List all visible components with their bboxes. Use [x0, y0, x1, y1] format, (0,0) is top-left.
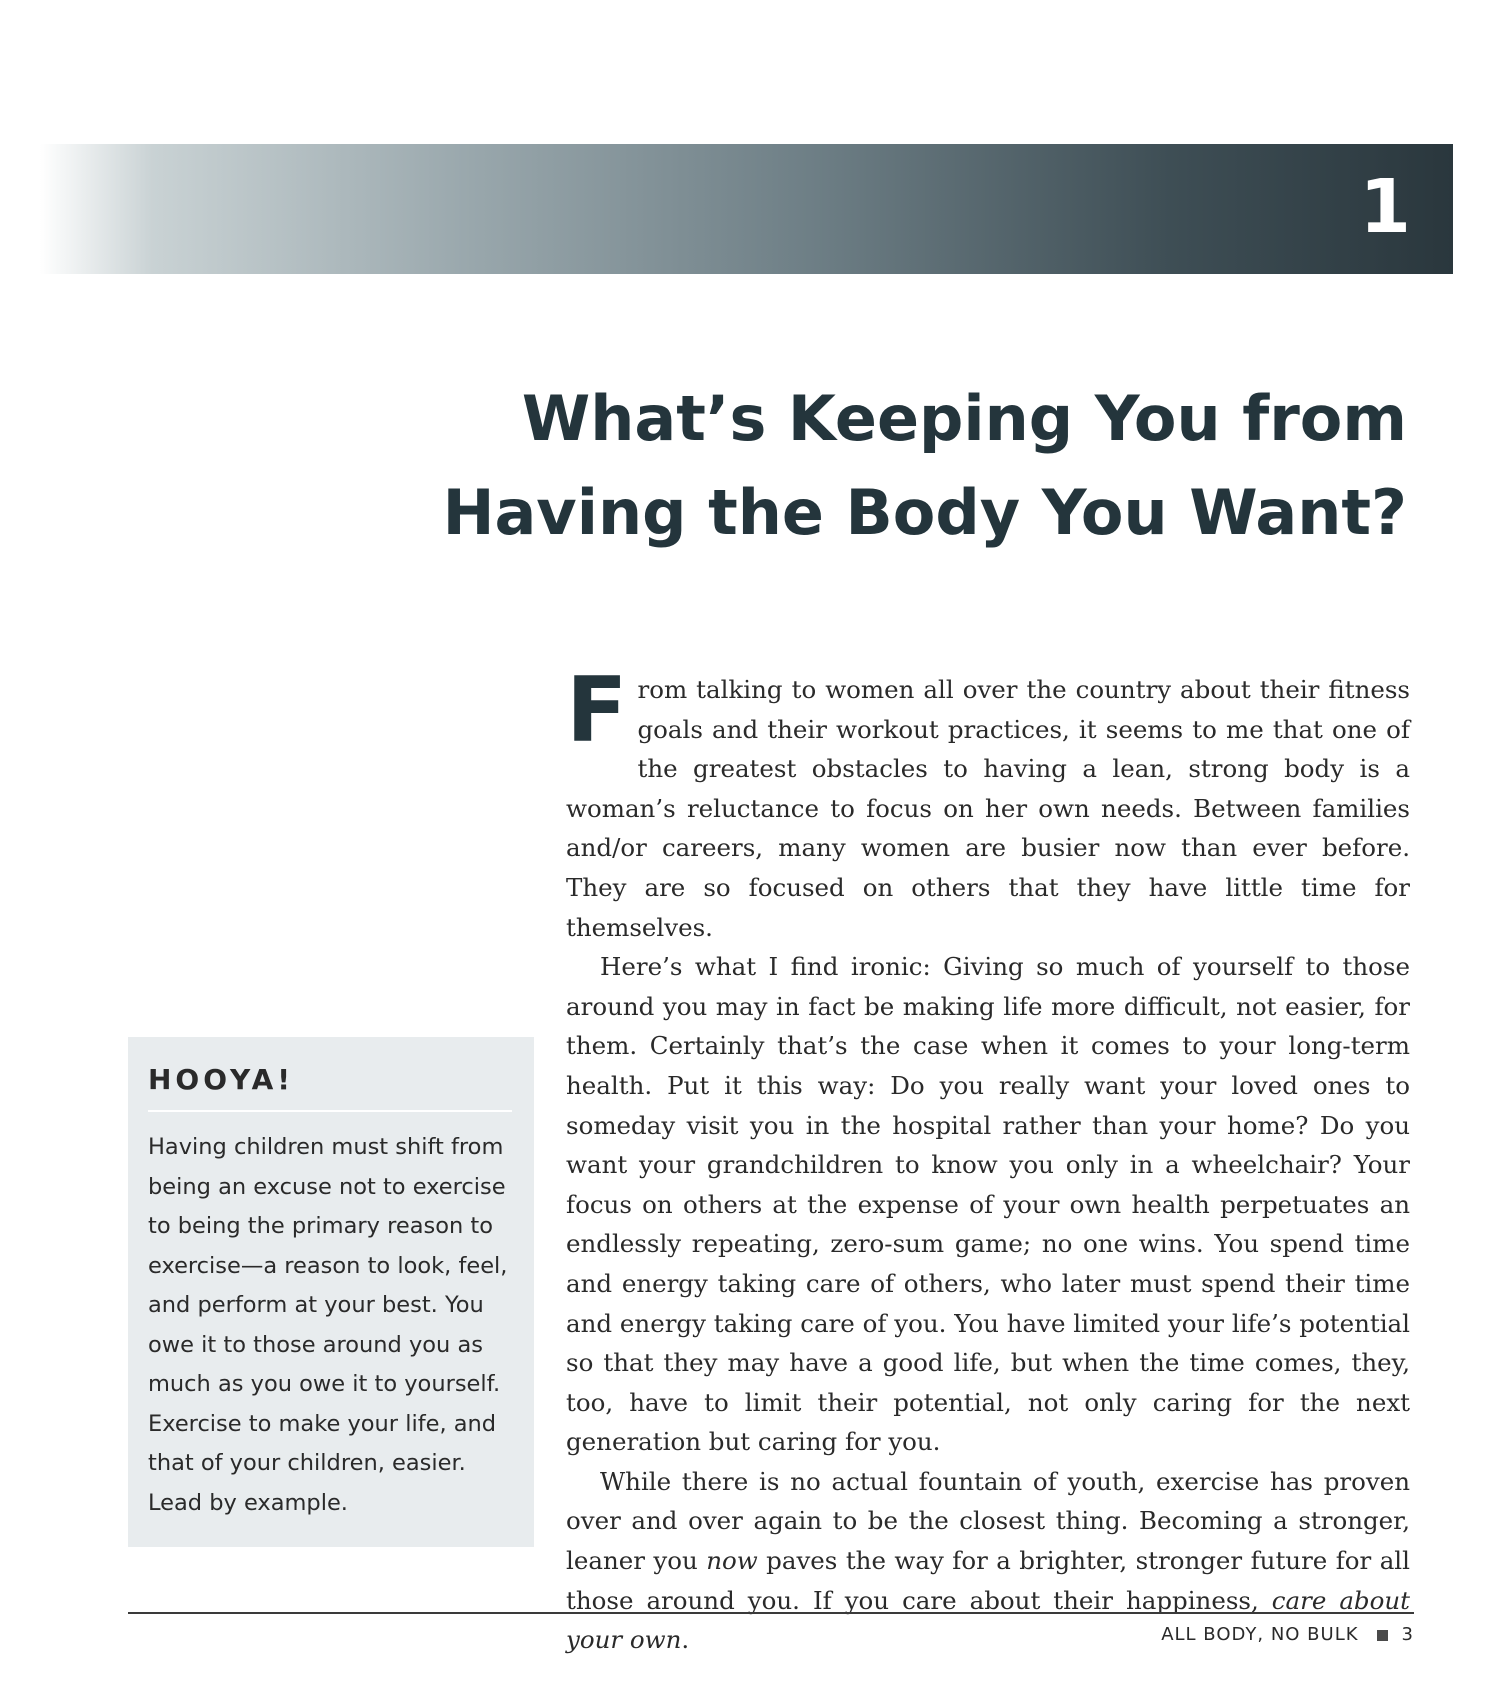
paragraph-3-emphasis-care: care about your own — [566, 1585, 1410, 1655]
chapter-title-line-2: Having the Body You Want? — [442, 476, 1407, 549]
paragraph-3-emphasis-now: now — [706, 1546, 758, 1576]
chapter-banner — [40, 144, 1453, 274]
paragraph-3-middle: paves the way for a brighter, stronger future for all those around you. If you care about their happiness, — [566, 1546, 1410, 1615]
paragraph-3-end: . — [681, 1625, 690, 1655]
page-number: 3 — [1401, 1624, 1414, 1645]
body-text — [566, 658, 1410, 1660]
chapter-title — [407, 372, 1407, 560]
sidebar-hooya — [128, 1037, 534, 1547]
footer-square-icon — [1377, 1630, 1388, 1641]
footer-rule — [128, 1612, 1414, 1614]
drop-cap: F — [566, 658, 628, 763]
footer-book-title: ALL BODY, NO BULK — [1161, 1624, 1359, 1645]
chapter-title-line-1: What’s Keeping You from — [521, 382, 1407, 455]
paragraph-2: Here’s what I find ironic: Giving so much of yourself to those around you may in fact be making life more difficult, not easier, for them. Certainly that’s the case when it comes to your long-term health. Put it this way: Do you really want your loved ones to someday visit you in the hospital rather than your home? Do you want your grandchildren to know you only in a wheelchair? Your focus on others at the expense of your own health perpetuates an endlessly repeating, zero-sum game; no one wins. You spend time and energy taking care of others, who later must spend their time and energy taking care of you. You have limited your life’s potential so that they may have a good life, but when the time comes, they, too, have to limit their potential, not only caring for the next generation but caring for you. — [566, 952, 1410, 1457]
chapter-number: 1 — [1359, 164, 1411, 250]
sidebar-heading: HOOYA! — [148, 1063, 512, 1112]
page-footer — [1161, 1620, 1414, 1650]
paragraph-3-start: While there is no actual fountain of youth, exercise has proven over and over again to be the closest thing. Becoming a stronger, leaner you — [566, 1466, 1410, 1576]
paragraph-1 — [566, 658, 1410, 947]
sidebar-text: Having children must shift from being an excuse not to exercise to being the primary reason to exercise—a reason to look, feel, and perform at your best. You owe it to those around you as much as you owe it to yourself. Exercise to make your life, and that of your children, easier. Lead by example. — [148, 1134, 508, 1516]
paragraph-1-text: rom talking to women all over the country about their fitness goals and their workout practices, it seems to me that one of the greatest obstacles to having a lean, strong body is a woman’s reluctance to focus on her own needs. Between families and/or careers, many women are busier now than ever before. They are so focused on others that they have little time for themselves. — [566, 675, 1410, 942]
